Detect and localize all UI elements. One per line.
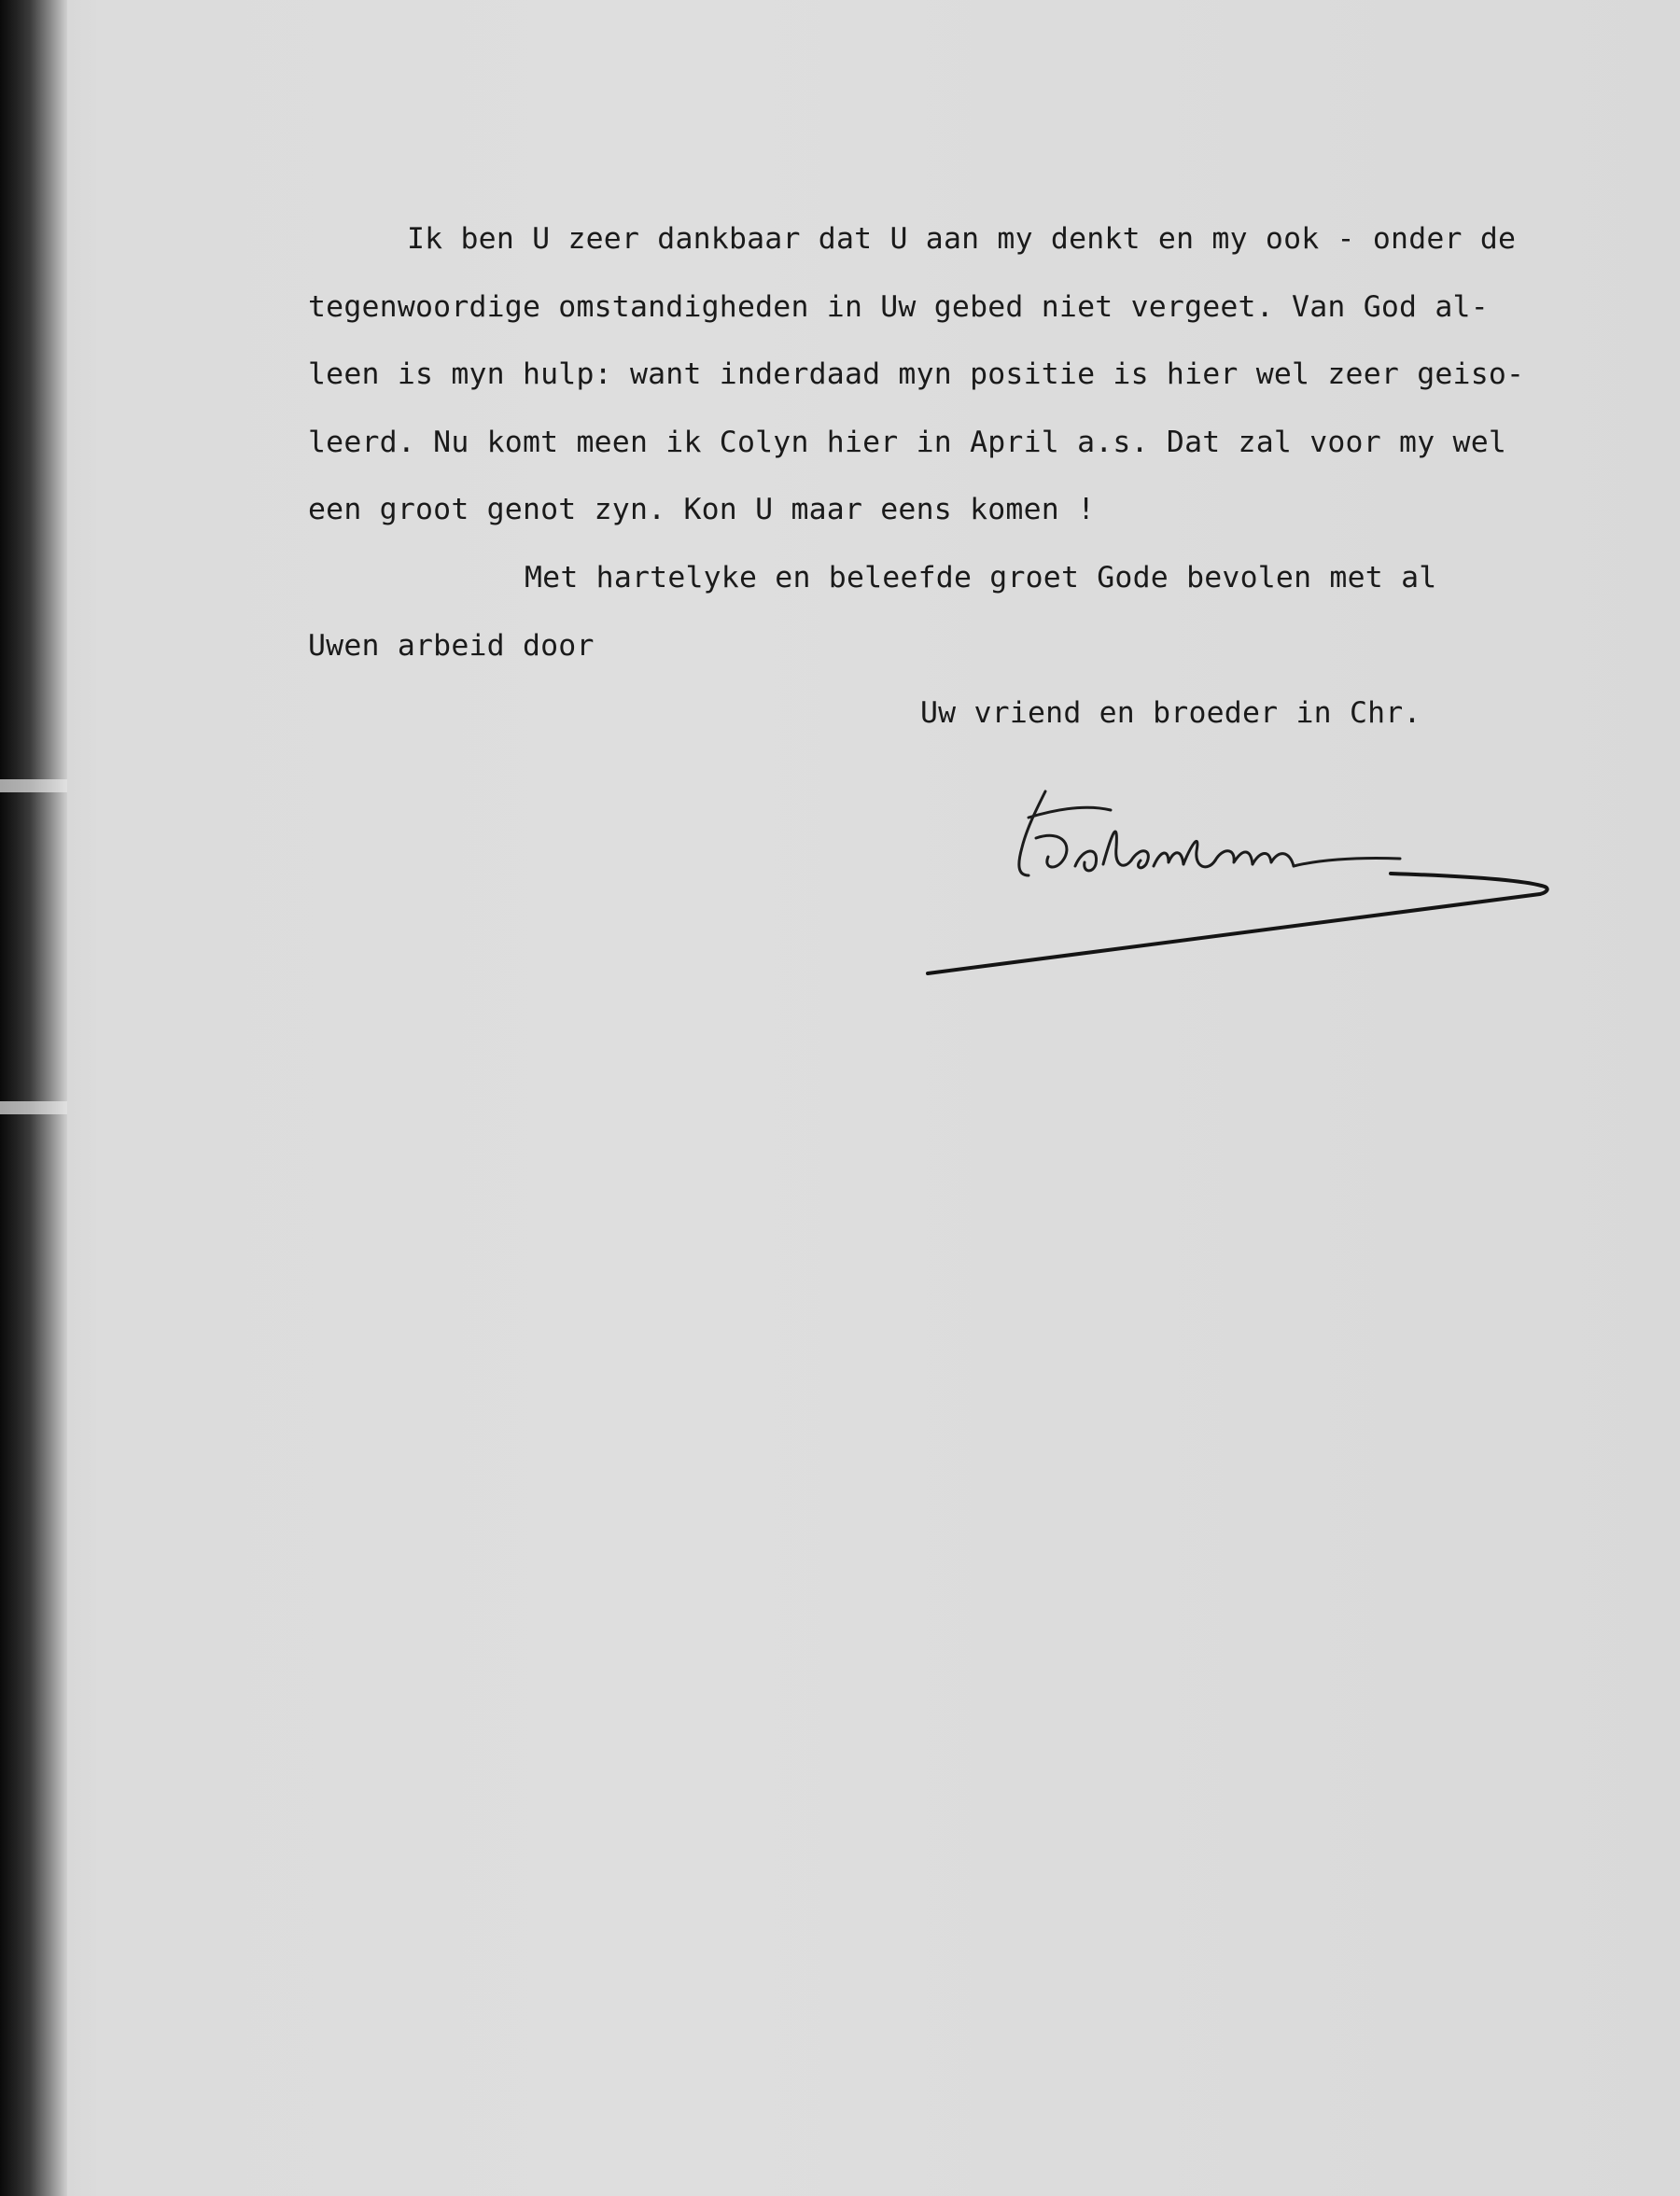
letter-line: Ik ben U zeer dankbaar dat U aan my denkt en my ook - onder de xyxy=(407,222,1517,256)
letter-line: leerd. Nu komt meen ik Colyn hier in April a.s. Dat zal voor my wel xyxy=(308,425,1507,459)
letter-line: leen is myn hulp: want inderdaad myn positie is hier wel zeer geiso- xyxy=(308,357,1525,392)
letter-body xyxy=(308,211,1633,753)
edge-highlight xyxy=(0,1101,67,1114)
closing-line: Uwen arbeid door xyxy=(308,628,595,663)
letter-line: tegenwoordige omstandigheden in Uw gebed niet vergeet. Van God al- xyxy=(308,289,1489,324)
edge-highlight xyxy=(0,779,67,792)
scan-edge-shadow xyxy=(0,0,67,2196)
handwritten-signature xyxy=(924,782,1559,987)
closing-line: Met hartelyke en beleefde groet Gode bevolen met al xyxy=(525,560,1437,594)
valediction: Uw vriend en broeder in Chr. xyxy=(920,696,1421,731)
letter-line: een groot genot zyn. Kon U maar eens komen ! xyxy=(308,493,1096,527)
